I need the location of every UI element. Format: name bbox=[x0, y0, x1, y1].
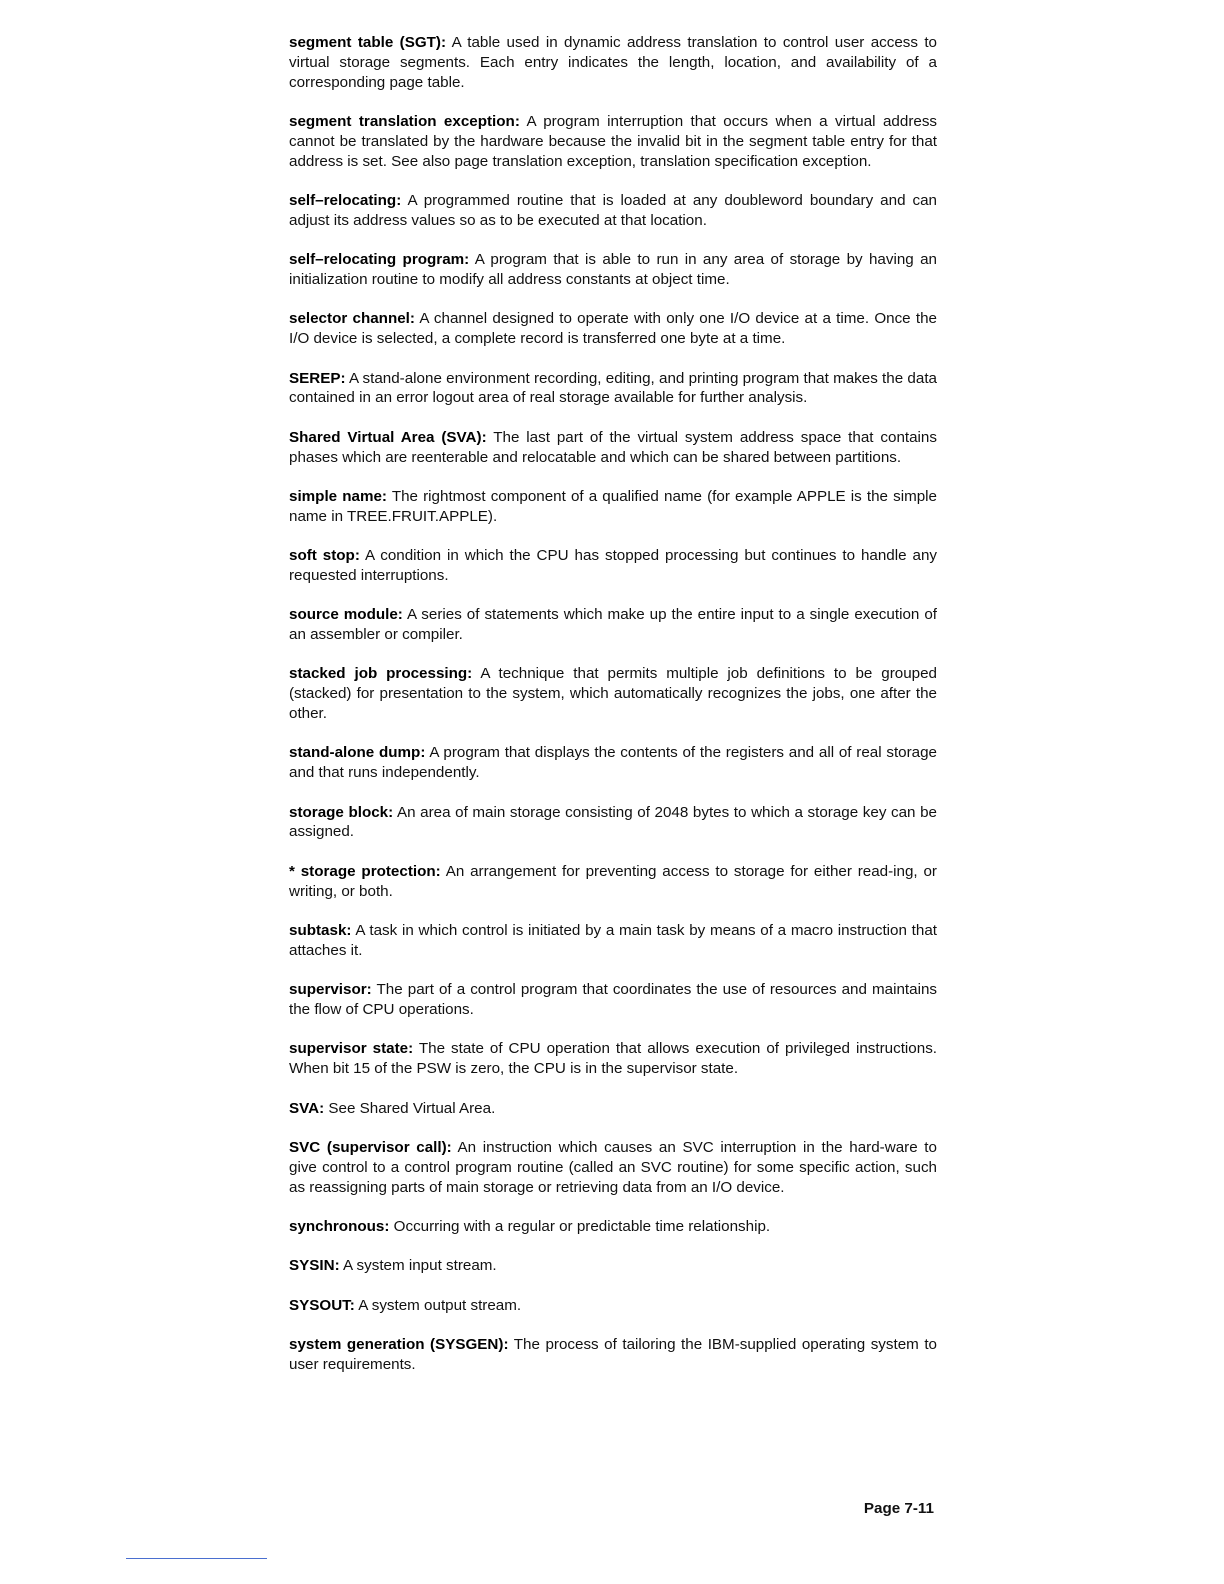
glossary-entry bbox=[289, 862, 937, 902]
glossary-term: storage protection: bbox=[300, 862, 441, 880]
entry-marker: * bbox=[289, 862, 301, 880]
glossary-term: stand-alone dump: bbox=[289, 744, 426, 762]
glossary-term: Shared Virtual Area (SVA): bbox=[289, 428, 487, 446]
glossary-entry bbox=[289, 191, 937, 231]
glossary-entry bbox=[289, 664, 937, 723]
glossary-entry bbox=[289, 250, 937, 290]
glossary-term: SEREP: bbox=[289, 369, 346, 387]
glossary-entry bbox=[289, 309, 937, 349]
glossary-entry bbox=[289, 743, 937, 783]
glossary-entry bbox=[289, 112, 937, 171]
glossary-term: supervisor: bbox=[289, 981, 372, 999]
glossary-term: system generation (SYSGEN): bbox=[289, 1336, 509, 1354]
glossary-term: segment translation exception: bbox=[289, 112, 520, 130]
glossary-definition: A program that is able to run in any area of storage by having an initialization routine to modify all address constants at object time. bbox=[289, 251, 937, 288]
glossary-entry bbox=[289, 605, 937, 645]
glossary-term: SVA: bbox=[289, 1099, 325, 1117]
glossary-definition: A system output stream. bbox=[358, 1296, 522, 1314]
glossary-entry bbox=[289, 1256, 937, 1276]
glossary-term: SYSOUT: bbox=[289, 1296, 355, 1314]
glossary-definition: A programmed routine that is loaded at any doubleword boundary and can adjust its address values so as to be executed at that location. bbox=[289, 191, 938, 229]
glossary-definition: See Shared Virtual Area. bbox=[328, 1099, 496, 1117]
glossary-definition: A technique that permits multiple job definitions to be grouped (stacked) for presentation to the system, which automatically recognizes the jobs, one after the other. bbox=[289, 665, 937, 723]
glossary-entry bbox=[289, 1099, 937, 1119]
glossary-entry bbox=[289, 1039, 937, 1079]
glossary bbox=[289, 33, 937, 1394]
glossary-entry bbox=[289, 980, 937, 1020]
glossary-definition: A task in which control is initiated by a main task by means of a macro instruction that attaches it. bbox=[289, 922, 938, 959]
glossary-definition: The process of tailoring the IBM-supplied operating system to user requirements. bbox=[289, 1336, 937, 1373]
glossary-term: supervisor state: bbox=[289, 1040, 414, 1058]
glossary-entry bbox=[289, 1335, 937, 1375]
glossary-definition: An arrangement for preventing access to storage for either read-ing, or writing, or both. bbox=[289, 862, 937, 900]
glossary-term: simple name: bbox=[289, 487, 387, 505]
glossary-entry bbox=[289, 369, 937, 409]
glossary-term: subtask: bbox=[289, 922, 352, 940]
glossary-term: segment table (SGT): bbox=[289, 34, 447, 51]
glossary-definition: A condition in which the CPU has stopped processing but continues to handle any requested interruptions. bbox=[289, 547, 937, 584]
glossary-entry bbox=[289, 33, 937, 92]
glossary-term: synchronous: bbox=[289, 1217, 390, 1235]
glossary-term: self–relocating: bbox=[289, 191, 402, 209]
glossary-term: self–relocating program: bbox=[289, 251, 470, 269]
page-number: Page 7-11 bbox=[863, 1500, 934, 1517]
glossary-entry bbox=[289, 487, 937, 527]
glossary-definition: The state of CPU operation that allows execution of privileged instructions. When bit 15 of the PSW is zero, the CPU is in the supervisor state. bbox=[289, 1040, 938, 1078]
glossary-term: source module: bbox=[289, 606, 403, 624]
glossary-definition: An area of main storage consisting of 2048 bytes to which a storage key can be assigned. bbox=[289, 803, 937, 841]
glossary-definition: An instruction which causes an SVC interruption in the hard-ware to give control to a control program routine (called an SVC routine) for some specific action, such as reassigning parts of main storage or retrieving data from an I/O device. bbox=[289, 1138, 937, 1196]
glossary-entry bbox=[289, 803, 937, 843]
footer-rule bbox=[126, 1558, 267, 1559]
glossary-term: storage block: bbox=[289, 803, 394, 821]
glossary-definition: The part of a control program that coordinates the use of resources and maintains the flow of CPU operations. bbox=[289, 981, 937, 1018]
glossary-definition: A channel designed to operate with only one I/O device at a time. Once the I/O device is selected, a complete record is transferred one byte at a time. bbox=[289, 310, 937, 348]
glossary-definition: A table used in dynamic address translation to control user access to virtual storage segments. Each entry indicates the length, location, and availability of a corresponding page table. bbox=[289, 34, 937, 91]
glossary-term: soft stop: bbox=[289, 547, 360, 565]
glossary-term: stacked job processing: bbox=[289, 665, 473, 683]
glossary-term: selector channel: bbox=[289, 310, 415, 328]
glossary-definition: A program that displays the contents of the registers and all of real storage and that runs independently. bbox=[289, 744, 938, 782]
glossary-definition: The last part of the virtual system address space that contains phases which are reenterable and relocatable and which can be shared between partitions. bbox=[289, 428, 937, 466]
glossary-definition: The rightmost component of a qualified name (for example APPLE is the simple name in TREE.FRUIT.APPLE). bbox=[289, 487, 937, 525]
glossary-definition: Occurring with a regular or predictable time relationship. bbox=[393, 1217, 771, 1235]
glossary-term: SYSIN: bbox=[289, 1257, 340, 1275]
glossary-entry bbox=[289, 921, 937, 961]
glossary-entry bbox=[289, 546, 937, 586]
glossary-entry bbox=[289, 428, 937, 468]
glossary-term: SVC (supervisor call): bbox=[289, 1138, 452, 1156]
glossary-entry bbox=[289, 1296, 937, 1316]
glossary-entry bbox=[289, 1217, 937, 1237]
glossary-definition: A system input stream. bbox=[343, 1257, 497, 1275]
glossary-definition: A stand-alone environment recording, editing, and printing program that makes the data contained in an error logout area of real storage available for further analysis. bbox=[289, 369, 937, 407]
glossary-entry bbox=[289, 1138, 937, 1197]
glossary-definition: A program interruption that occurs when a virtual address cannot be translated by the hardware because the invalid bit in the segment table entry for that address is set. See also page translation exception, translation specification exception. bbox=[289, 112, 938, 170]
glossary-definition: A series of statements which make up the entire input to a single execution of an assembler or compiler. bbox=[289, 606, 937, 644]
